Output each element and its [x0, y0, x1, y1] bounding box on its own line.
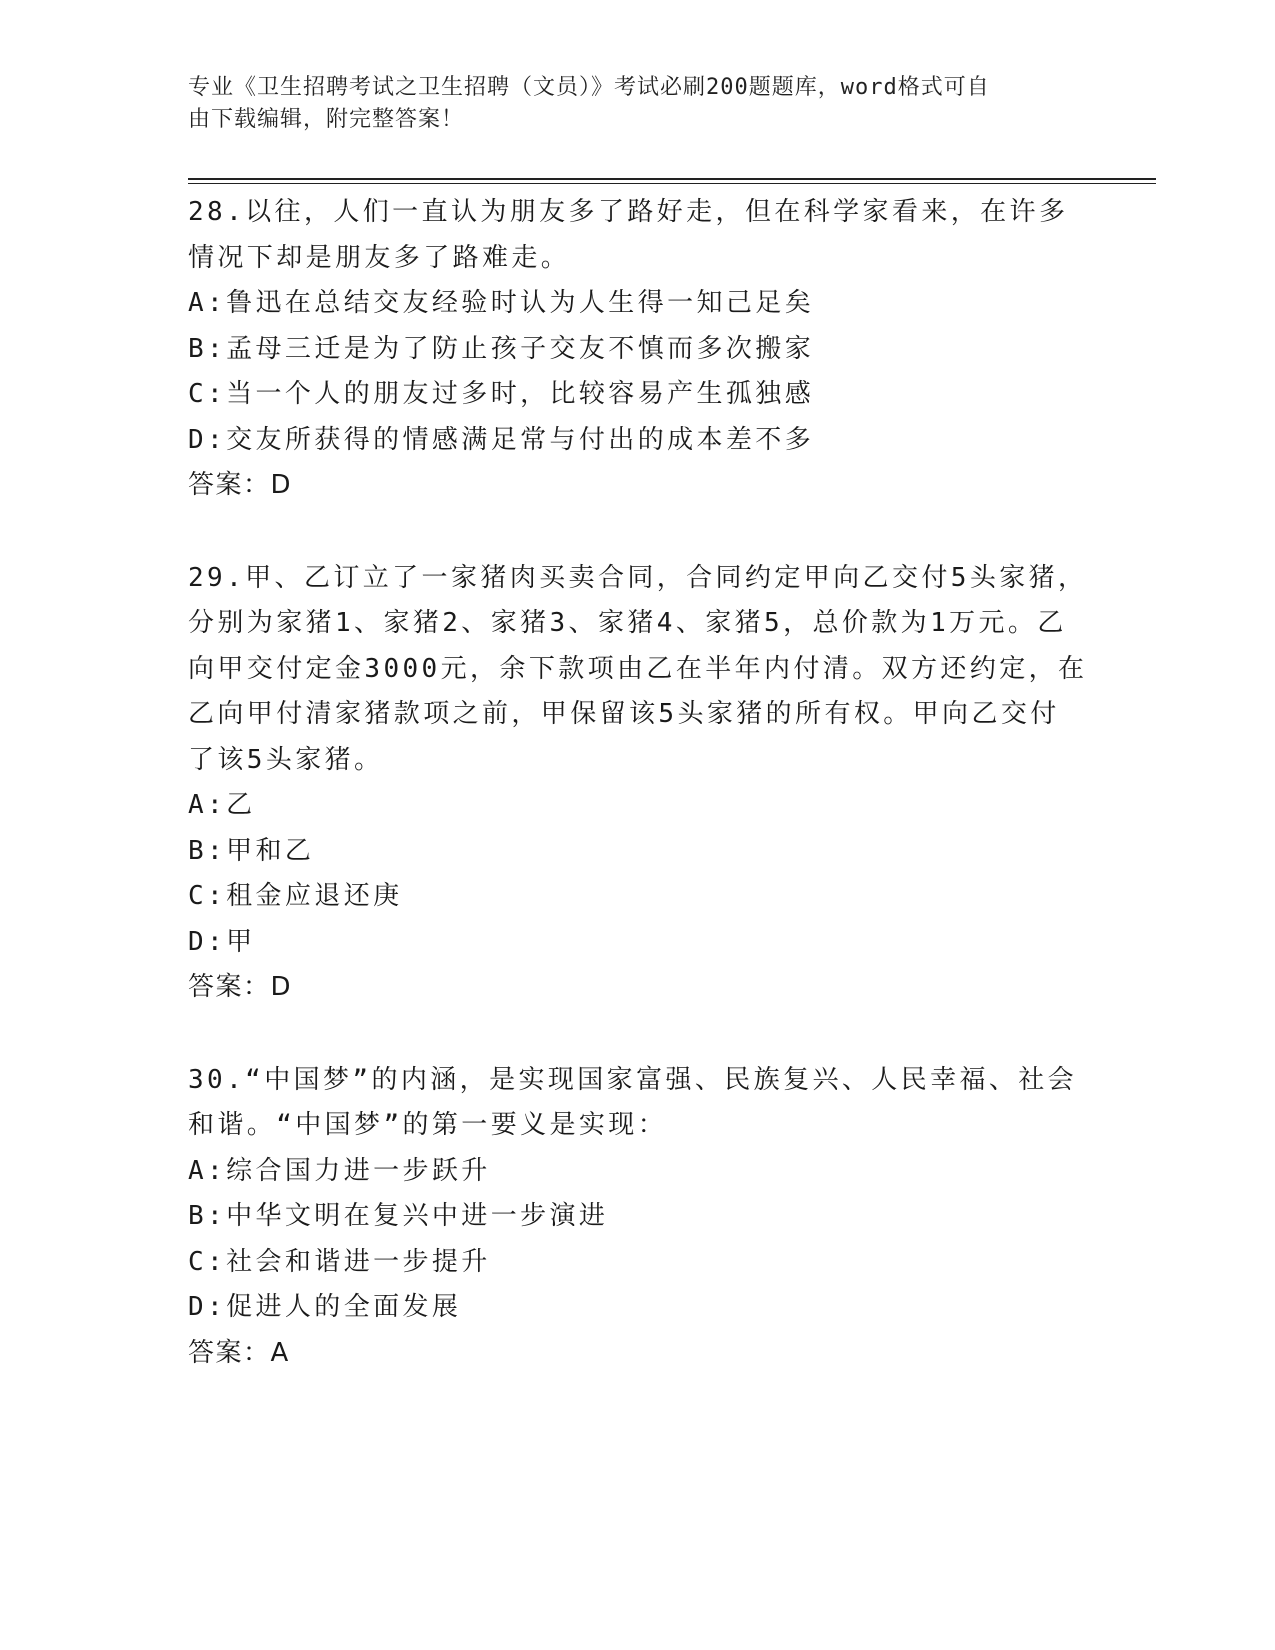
- question-list: [188, 188, 1088, 1376]
- option-d: D:交友所获得的情感满足常与付出的成本差不多: [188, 424, 815, 455]
- question-29: [188, 554, 1088, 1011]
- header-line-1: 专业《卫生招聘考试之卫生招聘（文员）》考试必刷200题题库，word格式可自: [188, 75, 990, 100]
- option-d: D:促进人的全面发展: [188, 1292, 462, 1322]
- question-30: [188, 1056, 1088, 1377]
- question-stem: 30.“中国梦”的内涵，是实现国家富强、民族复兴、人民幸福、社会和谐。“中国梦”的第一要义是实现：: [188, 1064, 1078, 1140]
- question-spacer: [188, 1011, 1088, 1056]
- question-stem: 28.以往，人们一直认为朋友多了路好走，但在科学家看来，在许多情况下却是朋友多了路难走。: [188, 197, 1069, 273]
- header-line-2: 由下载编辑，附完整答案！: [188, 107, 465, 132]
- header-rule-thick: [188, 178, 1156, 180]
- option-b: B:甲和乙: [188, 835, 315, 866]
- answer-line: 答案：A: [188, 1337, 290, 1368]
- option-d: D:甲: [188, 926, 256, 957]
- option-a: A:鲁迅在总结交友经验时认为人生得一知己足矣: [188, 288, 815, 318]
- answer-line: 答案：D: [188, 972, 293, 1002]
- option-b: B:孟母三迁是为了防止孩子交友不慎而多次搬家: [188, 333, 815, 364]
- question-stem: 29.甲、乙订立了一家猪肉买卖合同，合同约定甲向乙交付5头家猪，分别为家猪1、家猪2、家猪3、家猪4、家猪5，总价款为1万元。乙向甲交付定金3000元，余下款项由乙在半年内付清。双方还约定，在乙向甲付清家猪款项之前，甲保留该5头家猪的所有权。甲向乙交付了该5头家猪。: [188, 562, 1088, 775]
- question-spacer: [188, 509, 1088, 554]
- option-c: C:租金应退还庚: [188, 881, 403, 911]
- question-28: [188, 188, 1088, 509]
- option-c: C:社会和谐进一步提升: [188, 1246, 491, 1277]
- option-a: A:乙: [188, 790, 256, 820]
- answer-line: 答案：D: [188, 470, 293, 500]
- header-rule-thin: [188, 183, 1156, 184]
- document-header: [188, 72, 1068, 136]
- option-c: C:当一个人的朋友过多时，比较容易产生孤独感: [188, 379, 815, 409]
- option-a: A:综合国力进一步跃升: [188, 1155, 491, 1186]
- option-b: B:中华文明在复兴中进一步演进: [188, 1201, 609, 1231]
